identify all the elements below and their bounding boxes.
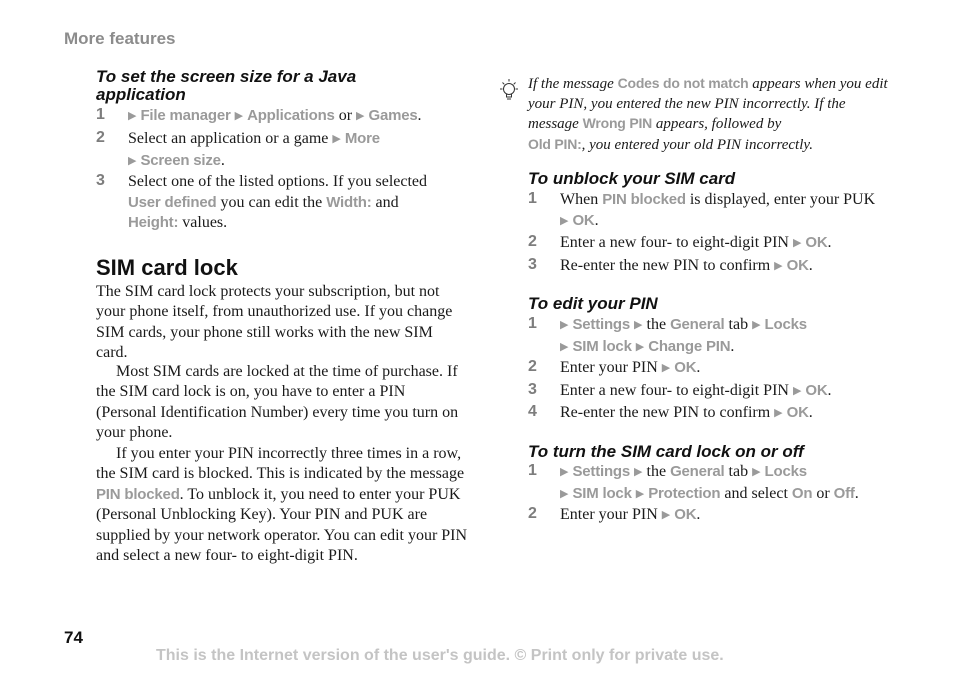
menu-applications: Applications (247, 107, 335, 124)
tip-part: appears, followed by (655, 116, 782, 132)
para-text: . To unblock it, you need to enter your PUK (Personal Unblocking Key). Your PIN and PUK are supplied by your network operator. You can edit your PIN and select a new four- to eight-digit PIN. (96, 485, 468, 565)
msg-old-pin: Old PIN: (528, 135, 582, 152)
toggle-lock-subheading: To turn the SIM card lock on or off (528, 442, 804, 461)
sim-paragraph-2: Most SIM cards are locked at the time of purchase. If the SIM card lock is on, you have to enter a PIN (Personal Identification Number) every time you turn on your phone. (96, 363, 459, 442)
step-number: 1 (96, 106, 105, 123)
arrow-icon: ▶ (332, 133, 341, 145)
para-text: If you enter your PIN incorrectly three times in a row, the SIM card is blocked. This is indicated by the message (96, 445, 465, 483)
step-number: 2 (528, 233, 537, 250)
arrow-icon: ▶ (560, 466, 569, 478)
unblock-subheading: To unblock your SIM card (528, 169, 736, 188)
menu-locks: Locks (764, 463, 807, 480)
arrow-icon: ▶ (356, 110, 365, 122)
tip-part: appears when you edit your PIN, you entered the new PIN incorrectly. If the message (528, 76, 888, 132)
step-number: 1 (528, 462, 537, 479)
arrow-icon: ▶ (661, 509, 671, 521)
text-end: . (808, 257, 813, 274)
text-end: . (808, 404, 813, 421)
option-width: Width: (326, 193, 372, 211)
step-text: or (816, 484, 830, 502)
text-end: . (730, 337, 735, 355)
step-number: 2 (96, 129, 105, 146)
text-end: . (696, 506, 701, 523)
step-text: the (646, 463, 667, 480)
key-ok: OK (786, 257, 809, 274)
arrow-icon: ▶ (634, 466, 643, 478)
tip-part: , you entered your old PIN incorrectly. (581, 136, 813, 153)
menu-change-pin: Change PIN (648, 337, 731, 355)
arrow-icon: ▶ (128, 110, 137, 122)
menu-settings: Settings (572, 316, 631, 333)
menu-sim-lock: SIM lock (572, 337, 632, 355)
menu-more: More (344, 130, 380, 147)
tab-general: General (670, 463, 725, 480)
step-number: 3 (96, 172, 105, 189)
step-text: values. (182, 214, 228, 231)
step-text: is displayed, enter your PUK (689, 191, 876, 208)
arrow-icon: ▶ (752, 466, 761, 478)
step-number: 1 (528, 315, 537, 332)
key-ok: OK (674, 506, 697, 523)
step-text: you can edit the (220, 193, 323, 211)
menu-locks: Locks (764, 316, 807, 333)
arrow-icon: ▶ (560, 319, 569, 331)
lightbulb-icon (498, 78, 520, 109)
step-text: tab (728, 463, 749, 480)
key-ok: OK (805, 382, 828, 399)
java-subheading: To set the screen size for a Java application (96, 67, 357, 104)
text-end: . (220, 151, 225, 169)
key-ok: OK (805, 234, 828, 251)
step-text: Enter your PIN (560, 506, 658, 523)
arrow-icon: ▶ (661, 362, 671, 374)
arrow-icon: ▶ (560, 214, 569, 227)
step-number: 2 (528, 358, 537, 375)
step-text: Select an application or a game (128, 130, 329, 147)
text-end: . (594, 211, 599, 229)
arrow-icon: ▶ (774, 260, 783, 272)
msg-wrong-pin: Wrong PIN (582, 115, 653, 131)
step-text: the (646, 316, 667, 333)
section-header: More features (64, 29, 176, 48)
menu-sim-lock: SIM lock (572, 484, 632, 502)
menu-file-manager: File manager (140, 107, 231, 124)
menu-protection: Protection (648, 484, 721, 502)
page-number: 74 (64, 628, 83, 647)
arrow-icon: ▶ (792, 237, 802, 249)
step-number: 4 (528, 403, 537, 420)
step-number: 3 (528, 256, 537, 273)
arrow-icon: ▶ (128, 154, 137, 167)
text-or: or (338, 107, 353, 124)
step-number: 3 (528, 381, 537, 398)
key-ok: OK (572, 211, 595, 229)
msg-pin-blocked: PIN blocked (602, 191, 686, 208)
text-end: . (827, 382, 832, 399)
menu-screen-size: Screen size (140, 151, 221, 169)
arrow-icon: ▶ (774, 407, 783, 419)
menu-settings: Settings (572, 463, 631, 480)
text-and: and (375, 193, 399, 211)
step-text: Re-enter the new PIN to confirm (560, 404, 771, 421)
step-number: 2 (528, 505, 537, 522)
step-text: Select one of the listed options. If you selected (128, 173, 428, 190)
step-text: Enter a new four- to eight-digit PIN (560, 382, 789, 399)
tip-text (528, 74, 888, 155)
arrow-icon: ▶ (792, 385, 802, 397)
arrow-icon: ▶ (560, 487, 569, 500)
option-user-defined: User defined (128, 193, 217, 211)
sim-paragraph-1: The SIM card lock protects your subscription, but not your phone itself, from unauthorized use. If you change SIM cards, your phone still works with the new SIM card. (96, 283, 453, 362)
text-end: . (696, 359, 701, 376)
arrow-icon: ▶ (752, 319, 761, 331)
option-on: On (791, 484, 813, 502)
option-off: Off (833, 484, 855, 502)
edit-pin-subheading: To edit your PIN (528, 294, 658, 313)
step-number: 1 (528, 190, 537, 207)
step-text: Re-enter the new PIN to confirm (560, 257, 771, 274)
step-text: Enter your PIN (560, 359, 658, 376)
arrow-icon: ▶ (635, 487, 645, 500)
text-end: . (417, 107, 422, 124)
step-text: and select (724, 484, 788, 502)
sim-paragraph-3 (96, 444, 468, 566)
step-text: When (560, 191, 599, 208)
arrow-icon: ▶ (635, 340, 645, 353)
menu-games: Games (368, 107, 418, 124)
tab-general: General (670, 316, 725, 333)
arrow-icon: ▶ (234, 110, 244, 122)
arrow-icon: ▶ (560, 340, 569, 353)
footer-notice: This is the Internet version of the user's guide. © Print only for private use. (156, 647, 724, 664)
msg-codes-do-not-match: Codes do not match (617, 75, 749, 91)
key-ok: OK (674, 359, 697, 376)
step-text: tab (728, 316, 749, 333)
text-end: . (854, 484, 859, 502)
tip-part: If the message (528, 76, 614, 92)
key-ok: OK (786, 404, 809, 421)
step-text: Enter a new four- to eight-digit PIN (560, 234, 789, 251)
text-end: . (827, 234, 832, 251)
option-height: Height: (128, 214, 179, 231)
arrow-icon: ▶ (634, 319, 643, 331)
sim-card-lock-heading: SIM card lock (96, 255, 238, 280)
msg-pin-blocked: PIN blocked (96, 485, 180, 503)
